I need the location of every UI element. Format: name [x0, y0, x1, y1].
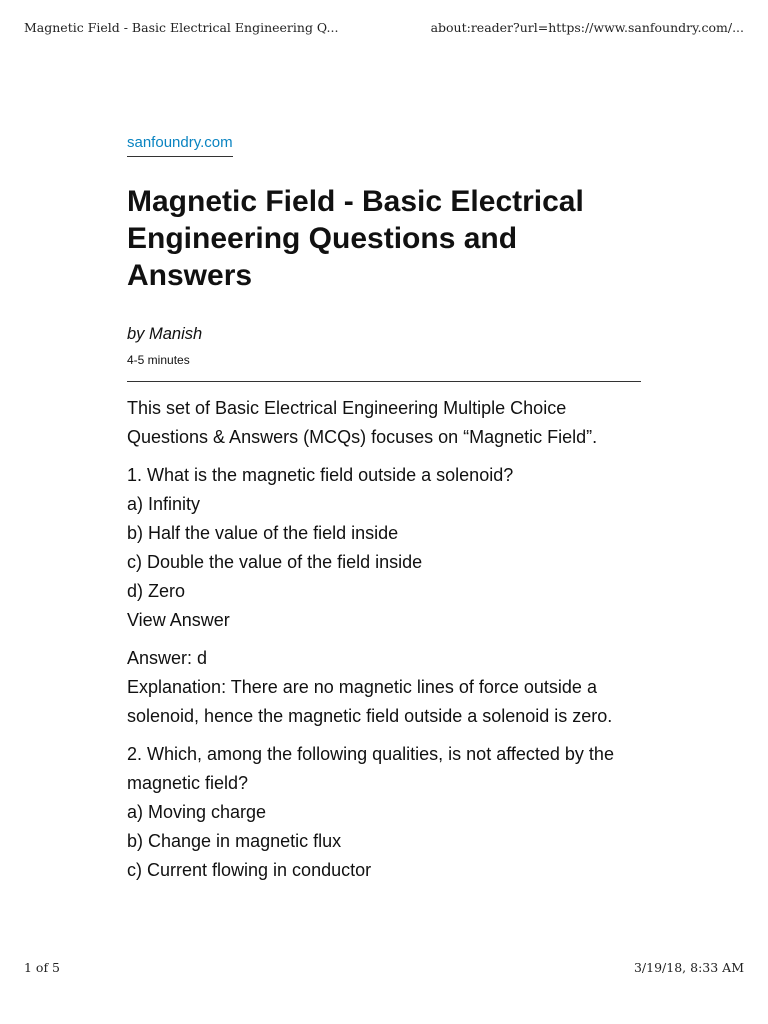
reader-article	[127, 134, 641, 894]
article-byline: by Manish	[127, 325, 203, 343]
print-datetime: 3/19/18, 8:33 AM	[633, 960, 744, 975]
article-title: Magnetic Field - Basic Electrical Engineering Questions and Answers	[127, 185, 584, 292]
header-divider	[127, 381, 641, 382]
source-domain-link[interactable]: sanfoundry.com	[127, 134, 233, 157]
option-b: b) Change in magnetic flux	[127, 831, 342, 851]
intro-paragraph: This set of Basic Electrical Engineering Multiple Choice Questions & Answers (MCQs) focuses on “Magnetic Field”.	[127, 398, 598, 447]
option-d: d) Zero	[127, 581, 186, 601]
answer-block-1	[127, 644, 641, 731]
print-header-title: Magnetic Field - Basic Electrical Engineering Q...	[24, 20, 339, 35]
option-a: a) Moving charge	[127, 802, 267, 822]
print-header	[24, 20, 744, 38]
option-a: a) Infinity	[127, 494, 201, 514]
view-answer-link[interactable]: View Answer	[127, 610, 230, 630]
article-content	[127, 394, 641, 885]
question-block-1	[127, 461, 641, 635]
explanation-text: Explanation: There are no magnetic lines of force outside a solenoid, hence the magnetic field outside a solenoid is zero.	[127, 677, 613, 726]
page-number: 1 of 5	[24, 960, 61, 975]
answer-text: Answer: d	[127, 648, 208, 668]
question-text: 2. Which, among the following qualities, is not affected by the magnetic field?	[127, 744, 614, 793]
option-c: c) Double the value of the field inside	[127, 552, 423, 572]
question-block-2	[127, 740, 641, 885]
option-c: c) Current flowing in conductor	[127, 860, 372, 880]
option-b: b) Half the value of the field inside	[127, 523, 399, 543]
print-footer	[24, 960, 744, 978]
reading-time: 4-5 minutes	[127, 353, 190, 367]
question-text: 1. What is the magnetic field outside a solenoid?	[127, 465, 514, 485]
print-header-url: about:reader?url=https://www.sanfoundry.com/...	[430, 20, 744, 35]
